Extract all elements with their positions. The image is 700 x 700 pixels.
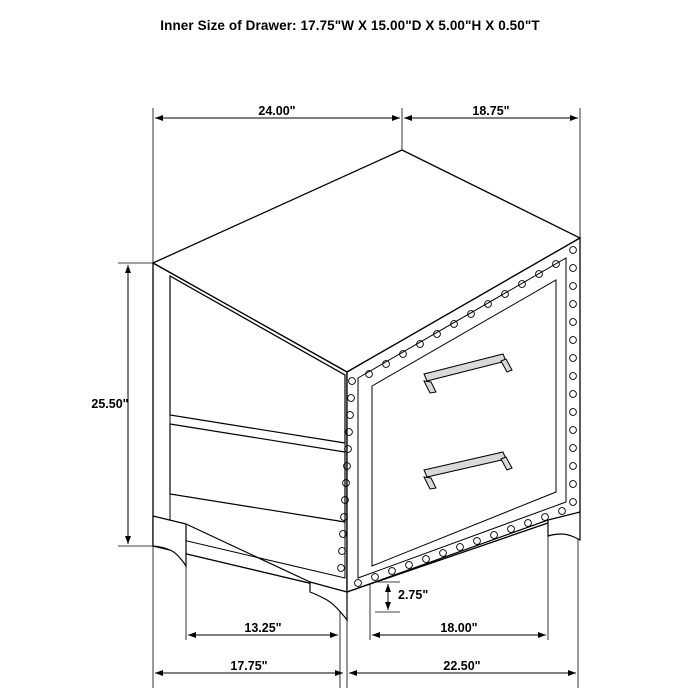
- dim-leg-height: 2.75": [398, 588, 429, 602]
- nightstand-body: [153, 150, 580, 592]
- dim-bottom-outer-left: 17.75": [230, 659, 268, 673]
- dim-left-height: 25.50": [91, 397, 129, 411]
- page-title: Inner Size of Drawer: 17.75"W X 15.00"D X 5.00"H X 0.50"T: [160, 18, 540, 33]
- leg-left: [153, 516, 186, 566]
- dim-top-right: 18.75": [472, 104, 510, 118]
- dim-top-left: 24.00": [258, 104, 296, 118]
- dim-bottom-inner-right: 18.00": [440, 621, 478, 635]
- dim-bottom-inner-left: 13.25": [244, 621, 282, 635]
- dim-bottom-outer-right: 22.50": [443, 659, 481, 673]
